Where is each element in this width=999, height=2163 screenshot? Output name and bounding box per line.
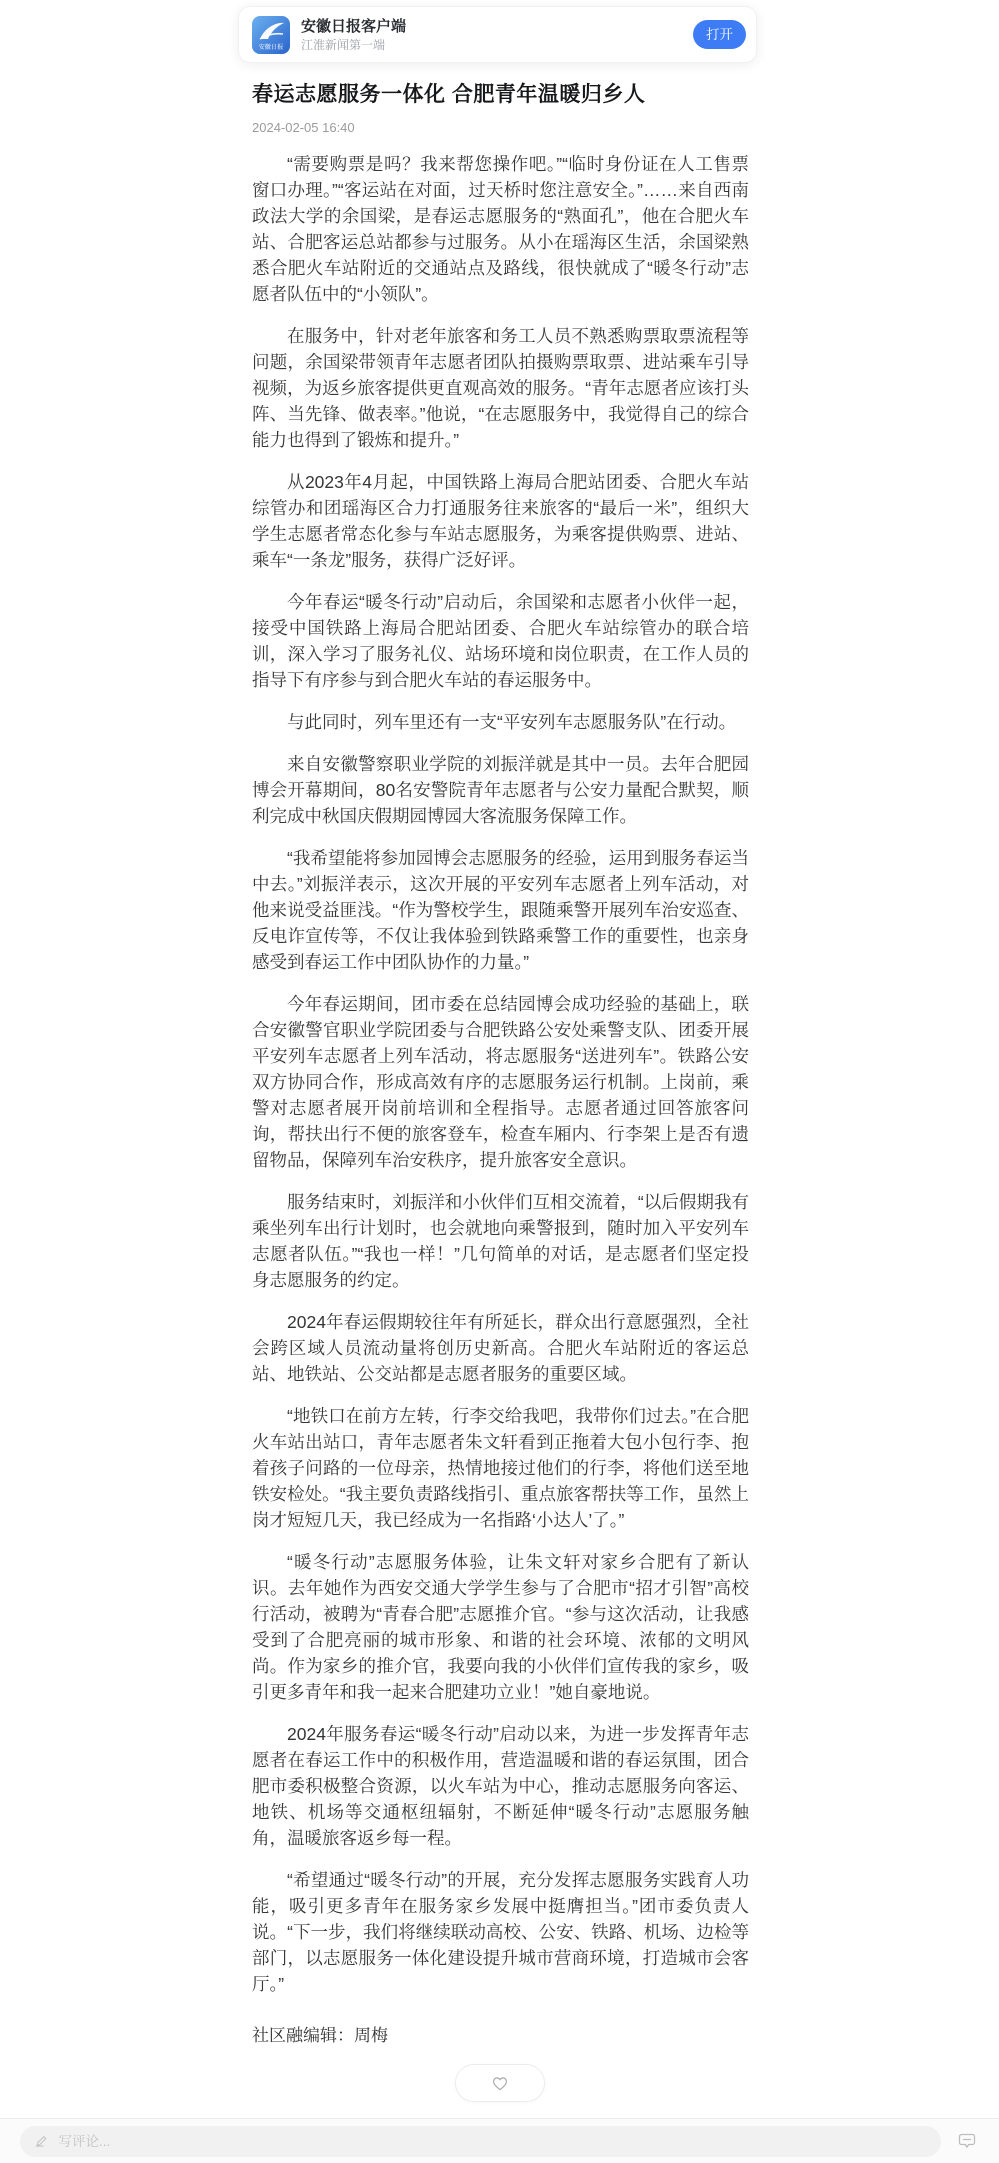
app-download-banner <box>238 6 757 63</box>
article-paragraph: 今年春运“暖冬行动”启动后，余国梁和志愿者小伙伴一起，接受中国铁路上海局合肥站团委、合肥火车站综管办的联合培训，深入学习了服务礼仪、站场环境和岗位职责，在工作人员的指导下有序参与到合肥火车站的春运服务中。 <box>252 592 749 690</box>
app-meta <box>301 17 693 53</box>
comment-bubble-icon <box>957 2131 977 2151</box>
article-paragraph: “希望通过“暖冬行动”的开展，充分发挥志愿服务实践育人功能，吸引更多青年在服务家乡发展中挺膺担当。”团市委负责人说。“下一步，我们将继续联动高校、公安、铁路、机场、边检等部门，以志愿服务一体化建设提升城市营商环境，打造城市会客厅。” <box>252 1870 749 1994</box>
article-body <box>252 151 749 1997</box>
article-paragraph: 从2023年4月起，中国铁路上海局合肥站团委、合肥火车站综管办和团瑶海区合力打通服务往来旅客的“最后一米”，组织大学生志愿者常态化参与车站志愿服务，为乘客提供购票、进站、乘车“一条龙”服务，获得广泛好评。 <box>252 472 749 570</box>
app-name: 安徽日报客户端 <box>301 17 407 35</box>
article <box>252 80 749 2047</box>
app-logo-icon-graphic <box>252 16 290 54</box>
editor-credit: 社区融编辑：周梅 <box>252 2026 388 2045</box>
like-button[interactable] <box>455 2064 545 2102</box>
comment-bubble-button[interactable] <box>947 2126 987 2157</box>
article-title: 春运志愿服务一体化 合肥青年温暖归乡人 <box>252 83 646 106</box>
heart-icon <box>489 2072 511 2094</box>
article-paragraph: 今年春运期间，团市委在总结园博会成功经验的基础上，联合安徽警官职业学院团委与合肥铁路公安处乘警支队、团委开展平安列车志愿者上列车活动，将志愿服务“送进列车”。铁路公安双方协同合作，形成高效有序的志愿服务运行机制。上岗前，乘警对志愿者展开岗前培训和全程指导。志愿者通过回答旅客问询，帮扶出行不便的旅客登车，检查车厢内、行李架上是否有遗留物品，保障列车治安秩序，提升旅客安全意识。 <box>252 994 749 1170</box>
comment-input[interactable] <box>57 2133 927 2150</box>
comment-input-wrap[interactable] <box>20 2126 941 2157</box>
article-paragraph: 服务结束时，刘振洋和小伙伴们互相交流着，“以后假期我有乘坐列车出行计划时，也会就地向乘警报到，随时加入平安列车志愿者队伍。”“我也一样！”几句简单的对话，是志愿者们坚定投身志愿服务的约定。 <box>252 1192 749 1290</box>
open-app-button[interactable]: 打开 <box>693 20 746 49</box>
app-logo-icon <box>252 16 290 54</box>
svg-text:安徽日报: 安徽日报 <box>258 43 284 51</box>
comment-bar <box>0 2118 999 2163</box>
app-tagline: 江淮新闻第一端 <box>301 37 386 52</box>
article-paragraph: “我希望能将参加园博会志愿服务的经验，运用到服务春运当中去。”刘振洋表示，这次开展的平安列车志愿者上列车活动，对他来说受益匪浅。“作为警校学生，跟随乘警开展列车治安巡查、反电诈宣传等，不仅让我体验到铁路乘警工作的重要性，也亲身感受到春运工作中团队协作的力量。” <box>252 848 749 972</box>
article-paragraph: 2024年服务春运“暖冬行动”启动以来，为进一步发挥青年志愿者在春运工作中的积极作用，营造温暖和谐的春运氛围，团合肥市委积极整合资源，以火车站为中心，推动志愿服务向客运、地铁、机场等交通枢纽辐射，不断延伸“暖冬行动”志愿服务触角，温暖旅客返乡每一程。 <box>252 1724 749 1848</box>
article-paragraph: “需要购票是吗？我来帮您操作吧。”“临时身份证在人工售票窗口办理。”“客运站在对面，过天桥时您注意安全。”……来自西南政法大学的余国梁，是春运志愿服务的“熟面孔”，他在合肥火车站、合肥客运总站都参与过服务。从小在瑶海区生活，余国梁熟悉合肥火车站附近的交通站点及路线，很快就成了“暖冬行动”志愿者队伍中的“小领队”。 <box>252 154 749 304</box>
article-paragraph: “地铁口在前方左转，行李交给我吧，我带你们过去。”在合肥火车站出站口，青年志愿者朱文轩看到正拖着大包小包行李、抱着孩子问路的一位母亲，热情地接过他们的行李，将他们送至地铁安检处。“我主要负责路线指引、重点旅客帮扶等工作，虽然上岗才短短几天，我已经成为一名指路‘小达人’了。” <box>252 1406 749 1530</box>
pencil-icon <box>34 2134 49 2149</box>
article-paragraph: 在服务中，针对老年旅客和务工人员不熟悉购票取票流程等问题，余国梁带领青年志愿者团队拍摄购票取票、进站乘车引导视频，为返乡旅客提供更直观高效的服务。“青年志愿者应该打头阵、当先锋、做表率。”他说，“在志愿服务中，我觉得自己的综合能力也得到了锻炼和提升。” <box>252 326 749 450</box>
article-paragraph: 与此同时，列车里还有一支“平安列车志愿服务队”在行动。 <box>287 712 737 732</box>
article-paragraph: 来自安徽警察职业学院的刘振洋就是其中一员。去年合肥园博会开幕期间，80名安警院青年志愿者与公安力量配合默契，顺利完成中秋国庆假期园博园大客流服务保障工作。 <box>252 754 749 826</box>
article-paragraph: “暖冬行动”志愿服务体验，让朱文轩对家乡合肥有了新认识。去年她作为西安交通大学学生参与了合肥市“招才引智”高校行活动，被聘为“青春合肥”志愿推介官。“参与这次活动，让我感受到了合肥亮丽的城市形象、和谐的社会环境、浓郁的文明风尚。作为家乡的推介官，我要向我的小伙伴们宣传我的家乡，吸引更多青年和我一起来合肥建功立业！”她自豪地说。 <box>252 1552 749 1702</box>
article-date: 2024-02-05 16:40 <box>252 120 355 135</box>
article-paragraph: 2024年春运假期较往年有所延长，群众出行意愿强烈，全社会跨区域人员流动量将创历史新高。合肥火车站附近的客运总站、地铁站、公交站都是志愿者服务的重要区域。 <box>252 1312 749 1384</box>
